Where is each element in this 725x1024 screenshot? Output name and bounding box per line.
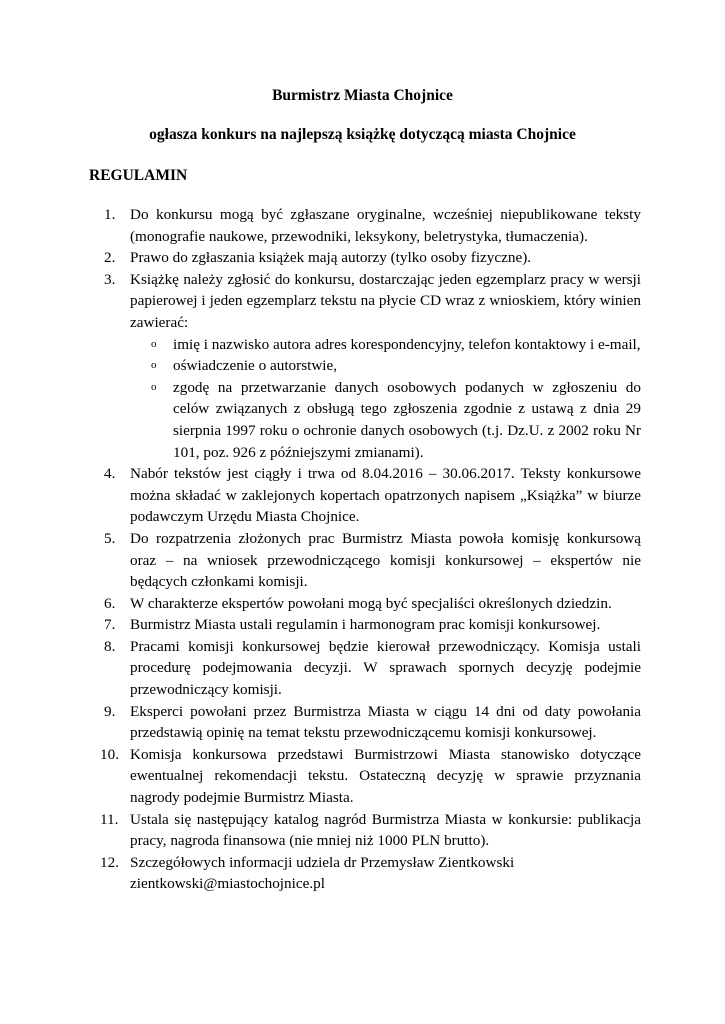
sublist-text: oświadczenie o autorstwie, <box>173 357 338 375</box>
rules-list <box>0 204 725 895</box>
rule-sublist <box>130 334 641 464</box>
rule-item-10 <box>100 744 641 809</box>
rule-number: 12. <box>100 853 119 871</box>
rule-text: Prawo do zgłaszania książek mają autorzy (tylko osoby fizyczne). <box>130 249 532 267</box>
rule-text: Do konkursu mogą być zgłaszane oryginalne, wcześniej niepublikowane teksty (monografie naukowe, przewodniki, leksykony, beletrystyka, tłumaczenia). <box>130 206 641 245</box>
rule-number: 2. <box>104 249 116 267</box>
rule-item-11 <box>100 809 641 852</box>
rule-number: 5. <box>104 529 116 547</box>
rule-item-8 <box>104 636 641 701</box>
rule-item-6 <box>104 593 641 615</box>
sublist-text: imię i nazwisko autora adres korespondencyjny, telefon kontaktowy i e-mail, <box>173 335 641 353</box>
rule-text: Eksperci powołani przez Burmistrza Miasta w ciągu 14 dni od daty powołania przedstawią opinię na temat tekstu przewodniczącemu komisji konkursowej. <box>130 702 641 742</box>
rule-item-9 <box>104 701 641 744</box>
rule-item-3 <box>104 269 641 463</box>
rule-number: 11. <box>100 810 119 828</box>
section-heading: REGULAMIN <box>89 167 188 184</box>
rule-number: 4. <box>104 465 116 483</box>
sublist-text: zgodę na przetwarzanie danych osobowych podanych w zgłoszeniu do celów związanych z obsługą tego zgłoszenia zgodnie z ustawą z dnia 29 sierpnia 1997 roku o ochronie danych osobowych (t.j. Dz.U. z 2002 roku Nr 101, poz. 926 z późniejszymi zmianami). <box>173 378 641 461</box>
rule-item-4 <box>104 463 641 528</box>
hollow-bullet-icon: o <box>151 359 157 372</box>
rule-number: 8. <box>104 637 116 655</box>
rule-number: 6. <box>104 594 116 612</box>
rule-number: 1. <box>104 206 116 223</box>
rule-item-7 <box>104 614 641 636</box>
rule-item-12 <box>100 852 641 895</box>
document-title: Burmistrz Miasta Chojnice <box>272 87 453 104</box>
rule-number: 10. <box>100 745 119 763</box>
sublist-item <box>130 355 641 377</box>
rule-text: Komisja konkursowa przedstawi Burmistrzowi Miasta stanowisko dotyczące ewentualnej rekomendacji tekstu. Ostateczną decyzję w sprawie przyznania nagrody podejmie Burmistrz Miasta. <box>130 745 641 807</box>
rule-text: Pracami komisji konkursowej będzie kierował przewodniczący. Komisja ustali procedurę podejmowania decyzji. W sprawach spornych decyzję podejmie przewodniczący komisji. <box>130 637 641 699</box>
hollow-bullet-icon: o <box>151 337 157 350</box>
document-subtitle: ogłasza konkurs na najlepszą książkę dotyczącą miasta Chojnice <box>149 126 576 143</box>
rule-text: Do rozpatrzenia złożonych prac Burmistrz Miasta powoła komisję konkursową oraz – na wniosek przewodniczącego komisji konkursowej – ekspertów nie będących członkami komisji. <box>130 529 641 591</box>
rule-text: W charakterze ekspertów powołani mogą być specjaliści określonych dziedzin. <box>130 594 612 612</box>
rule-item-5 <box>104 528 641 593</box>
sublist-item <box>130 377 641 463</box>
contact-email[interactable]: zientkowski@miastochojnice.pl <box>130 875 325 893</box>
rule-text: Burmistrz Miasta ustali regulamin i harmonogram prac komisji konkursowej. <box>130 616 601 634</box>
hollow-bullet-icon: o <box>151 380 157 393</box>
rule-text: Książkę należy zgłosić do konkursu, dostarczając jeden egzemplarz pracy w wersji papierowej i jeden egzemplarz tekstu na płycie CD wraz z wnioskiem, który winien zawierać: <box>130 270 641 331</box>
rule-number: 3. <box>104 270 116 288</box>
rule-item-1 <box>104 204 641 247</box>
rule-text: Szczegółowych informacji udziela dr Przemysław Zientkowski <box>130 853 515 871</box>
rule-text: Nabór tekstów jest ciągły i trwa od 8.04.2016 – 30.06.2017. Teksty konkursowe można składać w zaklejonych kopertach opatrzonych napisem „Książka” w biurze podawczym Urzędu Miasta Chojnice. <box>130 465 641 526</box>
rule-item-2 <box>104 247 641 269</box>
sublist-item <box>130 334 641 356</box>
rule-number: 9. <box>104 702 116 720</box>
rule-number: 7. <box>104 616 116 634</box>
rule-text: Ustala się następujący katalog nagród Burmistrza Miasta w konkursie: publikacja pracy, nagroda finansowa (nie mniej niż 1000 PLN brutto). <box>130 810 641 850</box>
